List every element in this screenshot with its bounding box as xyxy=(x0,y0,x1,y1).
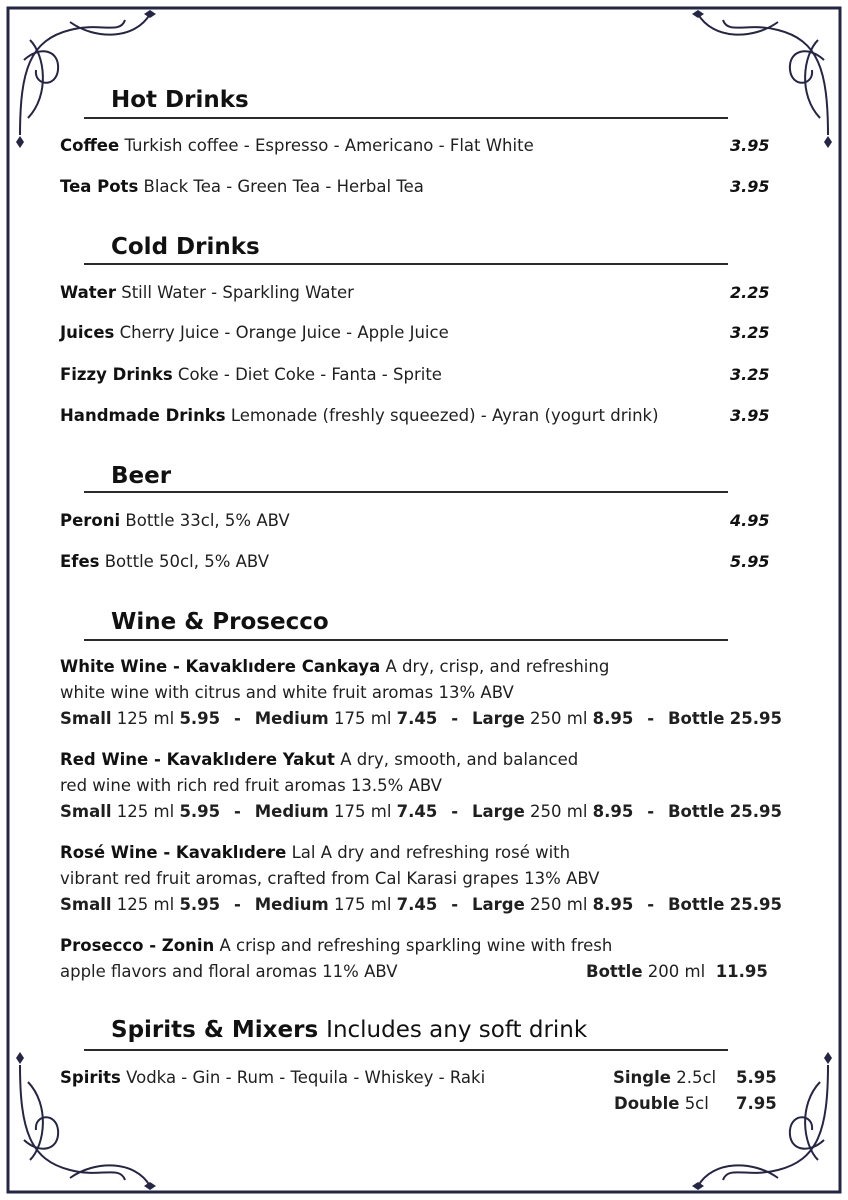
section-title-spirits-mixers xyxy=(111,1017,587,1043)
item-description: Vodka - Gin - Rum - Tequila - Whiskey - Raki xyxy=(126,1068,486,1087)
item-description-line2: vibrant red fruit aromas, crafted from Cal Karasi grapes 13% ABV xyxy=(60,869,600,888)
item-price: 3.25 xyxy=(730,323,770,342)
size-label: Small xyxy=(60,895,112,914)
item-name: Tea Pots xyxy=(60,177,139,196)
size-volume: 125 ml xyxy=(116,709,175,728)
item-price: 3.95 xyxy=(730,406,770,425)
item-description: A dry, crisp, and refreshing xyxy=(385,657,610,676)
item-description: A crisp and refreshing sparkling wine with fresh xyxy=(219,936,613,955)
item-name: White Wine - Kavaklıdere Cankaya xyxy=(60,657,381,676)
size-volume: 5cl xyxy=(684,1094,709,1113)
menu-item-tea-pots xyxy=(60,177,424,196)
section-divider xyxy=(84,117,728,119)
item-description: Lal A dry and refreshing rosé with xyxy=(291,843,571,862)
separator: - xyxy=(234,709,241,728)
item-name: Peroni xyxy=(60,511,121,530)
size-price: 5.95 xyxy=(179,709,221,728)
item-price: 3.95 xyxy=(730,136,770,155)
size-price: 5.95 xyxy=(179,802,221,821)
size-volume: 2.5cl xyxy=(676,1068,717,1087)
item-description: A dry, smooth, and balanced xyxy=(340,750,579,769)
wine-size-prices xyxy=(60,895,782,914)
item-description: Coke - Diet Coke - Fanta - Sprite xyxy=(177,365,442,384)
size-volume: 175 ml xyxy=(334,895,392,914)
menu-item-fizzy-drinks xyxy=(60,365,442,384)
size-label: Small xyxy=(60,802,112,821)
size-label: Small xyxy=(60,709,112,728)
item-name: Spirits xyxy=(60,1068,121,1087)
size-label: Bottle xyxy=(667,709,725,728)
item-name: Red Wine - Kavaklıdere Yakut xyxy=(60,750,335,769)
item-price: 2.25 xyxy=(730,283,770,302)
separator: - xyxy=(451,802,459,821)
item-name: Juices xyxy=(60,323,115,342)
item-description-line2: white wine with citrus and white fruit aromas 13% ABV xyxy=(60,683,514,702)
size-price: 11.95 xyxy=(715,962,768,981)
separator: - xyxy=(234,895,241,914)
item-description: Cherry Juice - Orange Juice - Apple Juice xyxy=(119,323,449,342)
section-title-text: Spirits & Mixers xyxy=(111,1017,319,1043)
wine-item-red xyxy=(60,750,578,769)
size-volume: 125 ml xyxy=(116,895,175,914)
separator: - xyxy=(451,709,459,728)
separator: - xyxy=(647,802,655,821)
section-divider xyxy=(84,491,728,493)
size-label: Large xyxy=(471,709,525,728)
separator: - xyxy=(647,895,655,914)
size-label: Large xyxy=(471,802,525,821)
section-title-beer: Beer xyxy=(111,463,172,489)
size-price: 7.45 xyxy=(396,895,438,914)
spirits-double-price xyxy=(736,1094,777,1113)
wine-item-white xyxy=(60,657,609,676)
item-name: Prosecco - Zonin xyxy=(60,936,215,955)
size-volume: 250 ml xyxy=(530,895,588,914)
wine-size-prices xyxy=(60,802,782,821)
item-name: Water xyxy=(60,283,116,302)
item-description: Lemonade (freshly squeezed) - Ayran (yogurt drink) xyxy=(230,406,659,425)
item-description: Turkish coffee - Espresso - Americano - Flat White xyxy=(124,136,534,155)
item-price: 5.95 xyxy=(730,552,770,571)
item-price: 3.25 xyxy=(730,365,770,384)
menu-item-handmade-drinks xyxy=(60,406,659,425)
item-description-line2: red wine with rich red fruit aromas 13.5% ABV xyxy=(60,776,442,795)
item-name: Handmade Drinks xyxy=(60,406,226,425)
size-label: Large xyxy=(471,895,525,914)
size-price: 8.95 xyxy=(592,802,634,821)
size-volume: 175 ml xyxy=(334,802,392,821)
item-price: 4.95 xyxy=(730,511,770,530)
size-price: 5.95 xyxy=(179,895,221,914)
section-title-wine-prosecco: Wine & Prosecco xyxy=(111,609,329,635)
size-price: 7.45 xyxy=(396,709,438,728)
size-volume: 175 ml xyxy=(334,709,392,728)
size-label: Medium xyxy=(254,709,329,728)
wine-item-prosecco xyxy=(60,936,612,955)
size-price: 25.95 xyxy=(729,895,782,914)
size-volume: 250 ml xyxy=(530,802,588,821)
menu-item-juices xyxy=(60,323,449,342)
section-divider xyxy=(84,639,728,641)
wine-size-prices xyxy=(60,709,782,728)
size-label: Medium xyxy=(254,802,329,821)
section-title-cold-drinks: Cold Drinks xyxy=(111,234,260,260)
item-description: Black Tea - Green Tea - Herbal Tea xyxy=(143,177,424,196)
size-price: 8.95 xyxy=(592,895,634,914)
menu-item-water xyxy=(60,283,354,302)
size-label: Bottle xyxy=(667,895,725,914)
section-divider xyxy=(84,263,728,265)
section-subtitle: Includes any soft drink xyxy=(326,1017,588,1043)
item-description: Bottle 33cl, 5% ABV xyxy=(125,511,290,530)
item-name: Rosé Wine - Kavaklıdere xyxy=(60,843,287,862)
item-description: Still Water - Sparkling Water xyxy=(121,283,354,302)
section-divider xyxy=(84,1049,728,1051)
spirits-single-price xyxy=(736,1068,777,1087)
item-name: Efes xyxy=(60,552,100,571)
size-price: 7.45 xyxy=(396,802,438,821)
item-price: 3.95 xyxy=(730,177,770,196)
size-volume: 200 ml xyxy=(647,962,706,981)
separator: - xyxy=(451,895,459,914)
separator: - xyxy=(234,802,241,821)
menu-item-efes xyxy=(60,552,269,571)
spirits-double-label xyxy=(614,1094,709,1113)
size-label: Bottle xyxy=(586,962,643,981)
size-price: 25.95 xyxy=(729,802,782,821)
wine-item-rose xyxy=(60,843,570,862)
size-label: Double xyxy=(614,1094,680,1113)
size-label: Bottle xyxy=(667,802,725,821)
menu-item-peroni xyxy=(60,511,290,530)
size-volume: 250 ml xyxy=(530,709,588,728)
size-price: 7.95 xyxy=(736,1094,777,1113)
spirits-single-label xyxy=(613,1068,716,1087)
size-price: 5.95 xyxy=(736,1068,777,1087)
item-description-line2: apple flavors and floral aromas 11% ABV xyxy=(60,962,398,981)
size-price: 8.95 xyxy=(592,709,634,728)
item-name: Fizzy Drinks xyxy=(60,365,173,384)
section-title-hot-drinks: Hot Drinks xyxy=(111,87,249,113)
menu-item-coffee xyxy=(60,136,534,155)
size-price: 25.95 xyxy=(729,709,782,728)
size-label: Single xyxy=(613,1068,671,1087)
size-label: Medium xyxy=(254,895,329,914)
menu-item-spirits xyxy=(60,1068,485,1087)
size-volume: 125 ml xyxy=(116,802,175,821)
item-description: Bottle 50cl, 5% ABV xyxy=(104,552,270,571)
separator: - xyxy=(647,709,655,728)
item-name: Coffee xyxy=(60,136,120,155)
prosecco-bottle-price xyxy=(586,962,768,981)
